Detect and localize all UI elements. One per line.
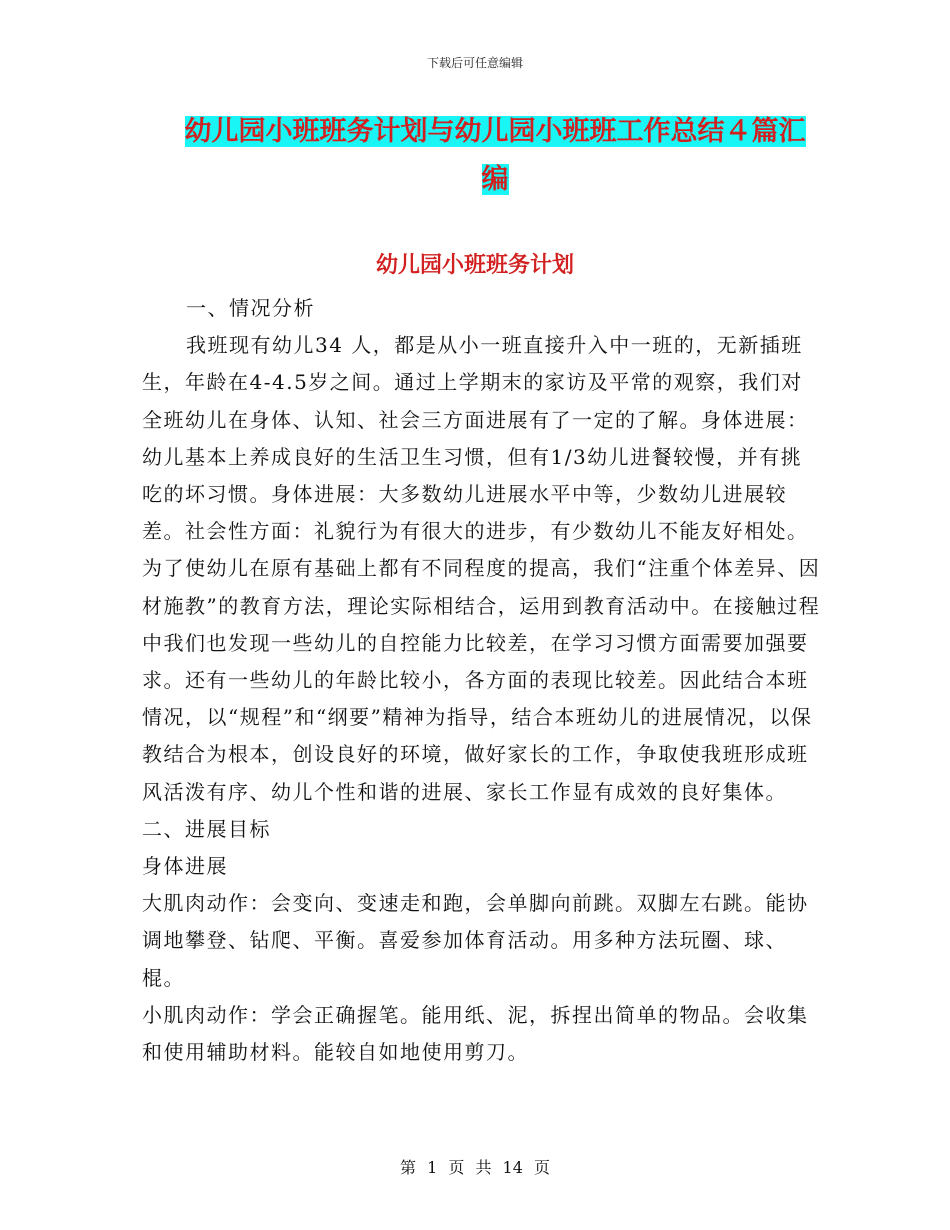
document-title [150, 108, 840, 204]
title-line-2: 编 [481, 164, 509, 195]
paragraph-fine-motor: 小肌肉动作：学会正确握笔。能用纸、泥，拆捏出简单的物品。会收集和使用辅助材料。能较自如地使用剪刀。 [142, 1002, 809, 1065]
header-note: 下载后可任意编辑 [426, 56, 523, 70]
title-line-1: 幼儿园小班班务计划与幼儿园小班班工作总结４篇汇 [184, 116, 806, 147]
heading-situation-analysis: 一、情况分析 [186, 296, 315, 320]
paragraph-gross-motor: 大肌肉动作：会变向、变速走和跑，会单脚向前跳。双脚左右跳。能协调地攀登、钻爬、平衡。喜爱参加体育活动。用多种方法玩圈、球、棍。 [142, 891, 809, 990]
document-body [142, 290, 822, 1071]
subheading-physical-development: 身体进展 [142, 854, 228, 879]
section-title: 幼儿园小班班务计划 [375, 252, 574, 278]
heading-development-goals: 二、进展目标 [142, 816, 271, 841]
paragraph-situation: 我班现有幼儿34 人，都是从小一班直接升入中一班的，无新插班生，年龄在4-4.5岁之间。通过上学期末的家访及平常的观察，我们对全班幼儿在身体、认知、社会三方面进展有了一定的了解。身体进展：幼儿基本上养成良好的生活卫生习惯，但有1/3幼儿进餐较慢，并有挑吃的坏习惯。身体进展：大多数幼儿进展水平中等，少数幼儿进展较差。社会性方面：礼貌行为有很大的进步，有少数幼儿不能友好相处。为了使幼儿在原有基础上都有不同程度的提高，我们“注重个体差异、因材施教”的教育方法，理论实际相结合，运用到教育活动中。在接触过程中我们也发现一些幼儿的自控能力比较差，在学习习惯方面需要加强要求。还有一些幼儿的年龄比较小，各方面的表现比较差。因此结合本班情况，以“规程”和“纲要”精神为指导，结合本班幼儿的进展情况，以保教结合为根本，创设良好的环境，做好家长的工作，争取使我班形成班风活泼有序、幼儿个性和谐的进展、家长工作显有成效的良好集体。 [142, 333, 821, 804]
page-footer: 第 1 页 共 14 页 [400, 1158, 550, 1177]
